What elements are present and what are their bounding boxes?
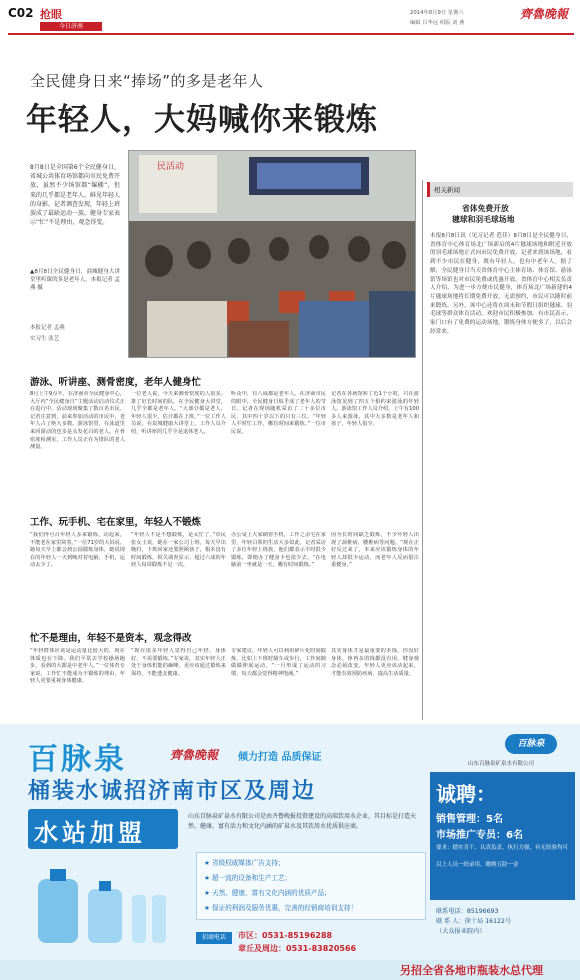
section-3-col-2: “现在很多年轻人觉得自己年轻，身体好，不需要锻炼。”专家说，其实年轻人正处于身体机能的巅峰，更应该通过锻炼来保持，不能透支健康。	[131, 648, 226, 677]
hire-marketing: 市场推广专员：6名	[436, 830, 523, 841]
ad-bullets	[204, 856, 357, 916]
hire-sales: 销售管理：5名	[436, 814, 503, 825]
ad-subtitle: 水站加盟	[34, 819, 146, 847]
section-3-col-4: 其实身体才是最重要的本钱，你没好身体，挣再多的钱都没有用。健身观念必须改变，年轻人更应该动起来，才能有效预防疾病，提高生活质量。	[331, 648, 419, 677]
contact-address: （大众报业院内）	[436, 928, 486, 935]
advertisement	[0, 724, 580, 980]
hire-title: 诚聘：	[436, 782, 496, 806]
photo-caption: ▲8月8日全民健身日，商城健身大讲堂里听课的多是老年人。本报记者 孟燕 摄	[30, 269, 120, 292]
ad-tagline: 倾力打造 品质保证	[238, 752, 322, 763]
sidebar-title-2: 毽球和羽毛球场地	[452, 215, 515, 224]
main-headline: 年轻人，大妈喊你来锻炼	[26, 102, 378, 138]
section-3-col-3: 专家建议，年轻人可以利用碎片化时间锻炼，比如上下班时骑车或步行，工作间隙做做伸展运动。“一旦形成了运动的习惯，每天都会觉得精神饱满。”	[231, 648, 326, 677]
section-2-col-4: 因为长时间缺乏锻炼，不少年轻人出现了颈椎病、腰椎病等问题。“现在正好反过来了，本来应该锻炼身体的年轻人却很少运动，而老年人反而很注重健身。”	[331, 532, 419, 569]
hire-requirement: 要求：踏实肯干、认真负责、执行力强，有无经验均可	[436, 845, 569, 851]
contact-person: 联 系 人：徐十局 16122号	[436, 918, 512, 925]
editors-line: 编辑 吕华远 组版 刘 燕	[410, 20, 465, 26]
phone-city: 市区：0531-85196288	[238, 931, 333, 940]
section-heading-2: 工作、玩手机、宅在家里，年轻人不锻炼	[30, 517, 202, 528]
section-3-col-1: “年轻群体应该是运动量比较大的，现在体质也在下降。我们平常去学校操场跑步，看到的大都是中老年人。”一位体育专家说，工作忙不能成为不锻炼的理由，年轻人更要重视身体健康。	[30, 648, 125, 685]
contact-block	[436, 907, 511, 937]
contact-phone: 联系电话：85196693	[436, 908, 499, 915]
section-heading-3: 忙不是理由，年轻不是资本，观念得改	[30, 633, 192, 644]
phone-zhangqiu: 章丘及周边：0531-83820566	[238, 944, 357, 953]
section-1-col-3: 听众中，有八成都是老年人。在济南市民的眼中，全民健身日似乎成了老年人的节日。记者在现场随机采访了二十多位市民，其中四十岁以下的只有三位。“年轻人平时忙工作，哪有时间来锻炼。”一位市民说。	[231, 391, 326, 435]
section-category: 抢眼	[40, 8, 62, 21]
photo-banner-text: 民活动	[157, 162, 185, 172]
section-subcategory: 今日济南	[40, 22, 102, 31]
section-2-col-1: “我们得号召年轻人多来锻炼，动起来，不能老在家里窝着。”一位71岁的大妈说。她每天早上都会到公园锻炼身体，她说现在的年轻人一天到晚对着电脑、手机，运动太少了。	[30, 532, 125, 569]
section-heading-1: 游泳、听讲座、测骨密度，老年人健身忙	[30, 377, 202, 388]
section-code: C02	[8, 6, 34, 20]
news-photo	[128, 150, 416, 358]
section-1-col-4: 记者在各场馆转了近1个小时，只在游泳馆见到了四五个相约来游泳的年轻人。游泳馆工作人员介绍，上午有100多人来游泳，其中大多数是老年人和孩子，年轻人很少。	[331, 391, 419, 428]
water-bottles-image	[28, 859, 178, 949]
ad-bullet: ★ 天然、健康、富有文化内涵的优质产品；	[204, 889, 331, 897]
column-divider	[422, 180, 423, 720]
ad-title: 桶装水诚招济南市区及周边	[28, 779, 317, 804]
newspaper-logo: 齊魯晚報	[520, 7, 569, 21]
section-1-col-1: 8月上午9点半，在济南市全民健身中心，大厅内“全民健身日”主题活动启动仪式正在进行中，活动现场聚集了数百名市民。记者注意到，前来参加活动的市民中，老年人占了绝大多数。游泳馆里，在泳道里来回游动的也多是头发花白的老人。在骨密度检测室，工作人员正在为排队的老人测量。	[30, 391, 125, 451]
lead-paragraph: 8月8日是全国第6个全民健身日，省城公共体育场馆都向市民免费开放，虽然不少场馆都“爆棚”，但来的几乎都是老年人，鲜见年轻人的身影。记者调查发现，年轻上班族成了最缺运动一族，健身专家表示“忙”不是理由，观念得变。	[30, 164, 121, 227]
reporter-byline: 本报记者 孟燕	[30, 325, 65, 331]
ad-bullet: ★ 超一流的设备和生产工艺；	[204, 874, 292, 882]
sidebar-title-1: 省体免费开放	[462, 204, 509, 213]
section-1-col-2: 一位老人说，今天来测骨密度的人很多，排了好长时间的队。在全民健身大讲堂，几乎全都是老年人。“大部分都是老人，年轻人很少，估计都在上班。”一位工作人员说。在泉城健康大讲堂上，工作人员介绍，听讲座的几乎全是退休老人。	[131, 391, 226, 435]
kicker: 全民健身日来“捧场”的多是老年人	[30, 72, 264, 90]
ad-newspaper-logo: 齊魯晚報	[170, 748, 219, 762]
ad-brand-logo: 百脉泉	[505, 734, 557, 754]
ad-intro: 山东百脉泉矿泉水有限公司是由齐鲁晚报投资建设的高端饮用水企业，其目标是打造天然、健康、富有活力和文化内涵的矿泉水及其饮用水优质供应商。	[188, 813, 417, 830]
ad-bullet: ★ 保证的利润及服务优惠，完善的经销商培训支持！	[204, 904, 358, 912]
section-2-col-2: “年轻人不是不想锻炼，是太忙了。”市民张女士说，她在一家公司上班，每天早出晚归，下班回家还要照顾孩子，根本没有时间锻炼。相关调查显示，超过六成的年轻人每周锻炼不足一次。	[131, 532, 226, 569]
hotline-label: 招商电话	[196, 932, 232, 944]
masthead-rule	[8, 33, 574, 35]
intern-byline: 实习生 张艺	[30, 336, 60, 342]
section-2-col-3: 办公桌上大家刷着手机，工作之余宅在家里，年轻白领的生活大多如此。记者采访了多位年轻上班族，他们都表示平时很少锻炼，即便办了健身卡也很少去。“在电脑前一坐就是一天，哪有时间锻炼。”	[231, 532, 326, 569]
issue-date: 2014年8月9日 星期六	[410, 10, 464, 16]
sidebar-body: 本报8月8日讯（见习记者 范佳）8月8日是全民健身日，省体育中心体育场北广场新启的4片毽球场地和附近开放的羽毛球场地正式向市民免费开放。记者来到该场地，看到不少市民在健身，既有年轻人，也有中老年人。据了解，全民健身日当天省体育中心主体育场、体育馆、游泳馆等场馆也对市民免费或优惠开放。省体育中心相关负责人介绍，为进一步方便市民健身，体育场北广场新建的4片毽球场地将长期免费开放，无需预约，市民可以随时前来锻炼。另外，该中心还将在周末和节假日组织毽球、羽毛球等群众体育活动，欢迎市民积极参加。有市民表示，家门口有了免费的运动场地，锻炼身体方便多了，以后会经常来。	[430, 233, 572, 335]
ad-footer: 另招全省各地市瓶装水总代理	[400, 964, 543, 977]
hire-benefits: 以上人员一经录用，缴纳五险一金	[436, 862, 519, 868]
ad-brand: 百脉泉	[28, 742, 127, 777]
ad-company: 山东百脉泉矿泉水有限公司	[468, 761, 535, 767]
ad-bullet: ★ 省级权威媒体广告支持；	[204, 859, 285, 867]
related-news-label: 相关新闻	[434, 186, 460, 194]
